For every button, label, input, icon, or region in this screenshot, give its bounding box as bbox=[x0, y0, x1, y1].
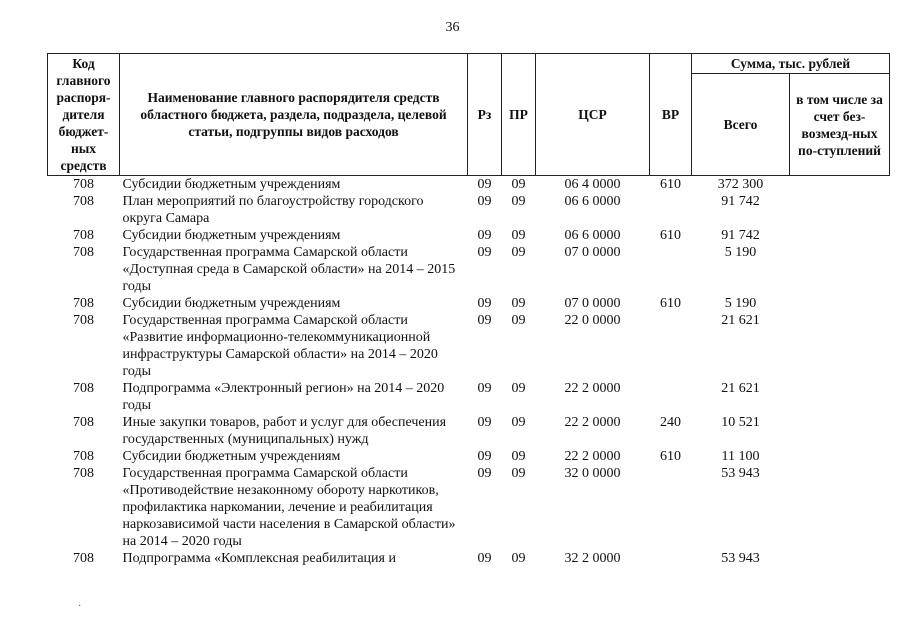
cell-free bbox=[790, 244, 890, 295]
cell-free bbox=[790, 550, 890, 567]
cell-code: 708 bbox=[73, 313, 94, 328]
cell-vsego: 53 943 bbox=[721, 551, 760, 566]
cell-code: 708 bbox=[73, 194, 94, 209]
cell-free bbox=[790, 465, 890, 550]
header-vr: ВР bbox=[650, 54, 692, 176]
cell-vr: 610 bbox=[660, 296, 681, 311]
cell-code: 708 bbox=[73, 551, 94, 566]
cell-name: Подпрограмма «Комплексная реабилитация и bbox=[122, 551, 396, 566]
cell-csr: 06 6 0000 bbox=[564, 228, 621, 243]
cell-name: Иные закупки товаров, работ и услуг для обеспечения государственных (муниципальных) нужд bbox=[122, 415, 447, 447]
cell-free bbox=[790, 176, 890, 194]
cell-vr bbox=[650, 380, 692, 414]
cell-csr: 06 6 0000 bbox=[564, 194, 621, 209]
cell-csr: 07 0 0000 bbox=[564, 245, 621, 260]
cell-pr: 09 bbox=[511, 194, 526, 209]
header-free: в том числе за счет без-возмезд-ных по-ступлений bbox=[790, 74, 890, 176]
cell-pr: 09 bbox=[511, 466, 526, 481]
cell-pr: 09 bbox=[511, 381, 526, 396]
cell-pr: 09 bbox=[511, 415, 526, 430]
cell-csr: 06 4 0000 bbox=[564, 177, 621, 192]
cell-code: 708 bbox=[73, 245, 94, 260]
table-row bbox=[48, 414, 890, 448]
cell-code: 708 bbox=[73, 466, 94, 481]
cell-free bbox=[790, 312, 890, 380]
table-row bbox=[48, 312, 890, 380]
cell-name: Субсидии бюджетным учреждениям bbox=[122, 228, 341, 243]
cell-pr: 09 bbox=[511, 296, 526, 311]
cell-vr: 610 bbox=[660, 228, 681, 243]
cell-free bbox=[790, 414, 890, 448]
cell-name: Субсидии бюджетным учреждениям bbox=[122, 177, 341, 192]
cell-vsego: 10 521 bbox=[721, 415, 760, 430]
cell-free bbox=[790, 380, 890, 414]
cell-free bbox=[790, 448, 890, 465]
cell-rz: 09 bbox=[477, 296, 492, 311]
cell-pr: 09 bbox=[511, 177, 526, 192]
cell-free bbox=[790, 227, 890, 244]
cell-csr: 22 2 0000 bbox=[564, 381, 621, 396]
cell-rz: 09 bbox=[477, 194, 492, 209]
cell-vsego: 11 100 bbox=[721, 449, 760, 464]
table-header bbox=[48, 54, 890, 176]
cell-free bbox=[790, 193, 890, 227]
cell-vr: 610 bbox=[660, 177, 681, 192]
cell-pr: 09 bbox=[511, 313, 526, 328]
cell-code: 708 bbox=[73, 177, 94, 192]
cell-vr bbox=[650, 244, 692, 295]
cell-vsego: 5 190 bbox=[724, 245, 757, 260]
table-body bbox=[48, 176, 890, 568]
cell-code: 708 bbox=[73, 296, 94, 311]
cell-csr: 32 0 0000 bbox=[564, 466, 621, 481]
cell-csr: 22 2 0000 bbox=[564, 415, 621, 430]
cell-vr bbox=[650, 193, 692, 227]
table-row bbox=[48, 227, 890, 244]
budget-table bbox=[47, 53, 890, 567]
table-row bbox=[48, 465, 890, 550]
table-row bbox=[48, 380, 890, 414]
cell-name: Субсидии бюджетным учреждениям bbox=[122, 296, 341, 311]
header-code: Код главного распоря-дителя бюджет-ных средств bbox=[48, 54, 120, 176]
table-row bbox=[48, 176, 890, 194]
cell-rz: 09 bbox=[477, 466, 492, 481]
cell-vr: 610 bbox=[660, 449, 681, 464]
cell-vsego: 372 300 bbox=[717, 177, 764, 192]
cell-pr: 09 bbox=[511, 245, 526, 260]
cell-rz: 09 bbox=[477, 381, 492, 396]
cell-rz: 09 bbox=[477, 313, 492, 328]
cell-vsego: 91 742 bbox=[721, 194, 760, 209]
header-pr: ПР bbox=[502, 54, 536, 176]
cell-vsego: 21 621 bbox=[721, 381, 760, 396]
cell-vr bbox=[650, 465, 692, 550]
cell-code: 708 bbox=[73, 415, 94, 430]
header-csr: ЦСР bbox=[536, 54, 650, 176]
cell-name: Государственная программа Самарской области «Противодействие незаконному обороту наркотиков, профилактика наркомании, лечение и реабилитация наркозависимой части населения в Самарской области» на 2014 – 2020 годы bbox=[122, 466, 456, 549]
header-name: Наименование главного распорядителя средств областного бюджета, раздела, подраздела, целевой статьи, подгруппы видов расходов bbox=[120, 54, 468, 176]
cell-rz: 09 bbox=[477, 177, 492, 192]
header-sum-group: Сумма, тыс. рублей bbox=[692, 54, 890, 74]
cell-rz: 09 bbox=[477, 245, 492, 260]
cell-name: Подпрограмма «Электронный регион» на 2014 – 2020 годы bbox=[122, 381, 445, 413]
cell-csr: 22 2 0000 bbox=[564, 449, 621, 464]
cell-code: 708 bbox=[73, 228, 94, 243]
cell-code: 708 bbox=[73, 449, 94, 464]
cell-code: 708 bbox=[73, 381, 94, 396]
cell-vsego: 21 621 bbox=[721, 313, 760, 328]
page-number: 36 bbox=[445, 20, 460, 35]
cell-rz: 09 bbox=[477, 228, 492, 243]
cell-vr bbox=[650, 550, 692, 567]
cell-pr: 09 bbox=[511, 228, 526, 243]
table-row bbox=[48, 448, 890, 465]
table-row bbox=[48, 550, 890, 567]
cell-csr: 32 2 0000 bbox=[564, 551, 621, 566]
cell-name: Субсидии бюджетным учреждениям bbox=[122, 449, 341, 464]
cell-name: Государственная программа Самарской области «Развитие информационно-телекоммуникационной инфраструктуры Самарской области» на 2014 – 2020 годы bbox=[122, 313, 438, 379]
header-vsego: Всего bbox=[692, 74, 790, 176]
cell-rz: 09 bbox=[477, 449, 492, 464]
cell-name: Государственная программа Самарской области «Доступная среда в Самарской области» на 2014 – 2015 годы bbox=[122, 245, 456, 294]
cell-csr: 07 0 0000 bbox=[564, 296, 621, 311]
cell-pr: 09 bbox=[511, 449, 526, 464]
cell-vr bbox=[650, 312, 692, 380]
cell-rz: 09 bbox=[477, 551, 492, 566]
cell-vsego: 5 190 bbox=[724, 296, 757, 311]
cell-rz: 09 bbox=[477, 415, 492, 430]
cell-csr: 22 0 0000 bbox=[564, 313, 621, 328]
header-rz: Рз bbox=[468, 54, 502, 176]
cell-pr: 09 bbox=[511, 551, 526, 566]
cell-vsego: 91 742 bbox=[721, 228, 760, 243]
cell-free bbox=[790, 295, 890, 312]
table-row bbox=[48, 295, 890, 312]
cell-name: План мероприятий по благоустройству городского округа Самара bbox=[122, 194, 424, 226]
table-row bbox=[48, 193, 890, 227]
cell-vsego: 53 943 bbox=[721, 466, 760, 481]
scan-speck: · bbox=[78, 601, 82, 612]
cell-vr: 240 bbox=[660, 415, 681, 430]
table-row bbox=[48, 244, 890, 295]
